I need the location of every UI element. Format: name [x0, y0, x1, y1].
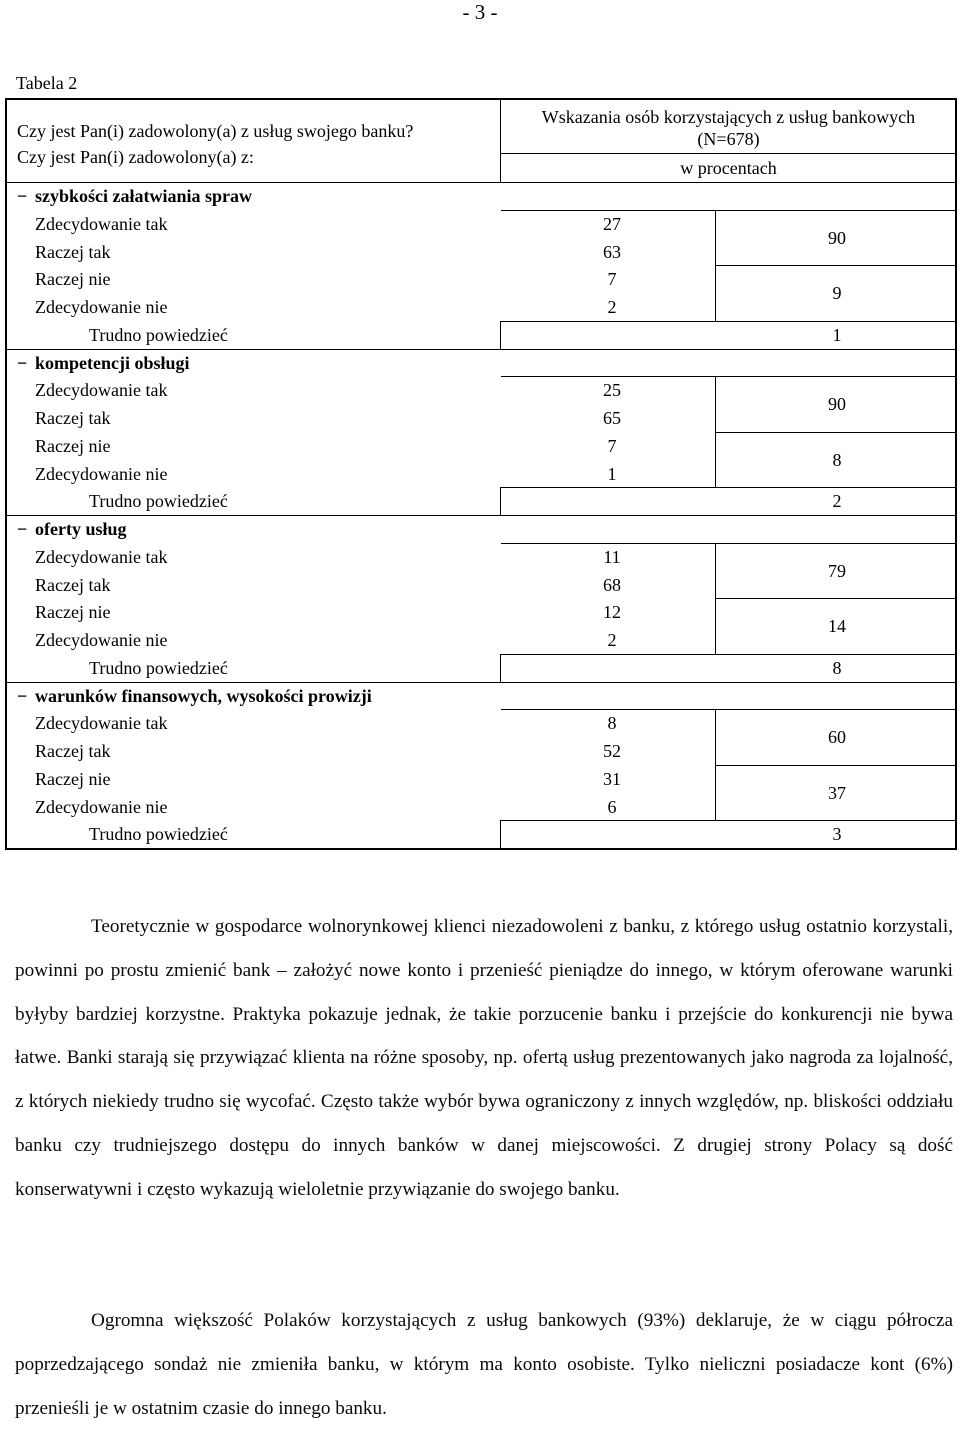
yes-total: 90	[828, 394, 846, 415]
answer-value: 27	[603, 213, 621, 234]
section-title-text: kompetencji obsługi	[35, 352, 190, 373]
dash-mark: −	[17, 352, 28, 373]
answer-label: Raczej tak	[35, 241, 111, 262]
answer-label: Raczej tak	[35, 574, 111, 595]
group-vline	[715, 210, 716, 321]
answer-value: 8	[607, 713, 617, 734]
results-table	[5, 98, 957, 850]
answer-value: 12	[603, 602, 621, 623]
dash-mark: −	[17, 186, 28, 206]
group-vline	[715, 709, 716, 820]
hard-to-say-value: 8	[832, 657, 842, 678]
dash-mark: −	[17, 519, 28, 539]
answer-label: Raczej tak	[35, 741, 111, 761]
column-header	[501, 100, 956, 154]
group-divider	[715, 265, 955, 266]
group-divider	[715, 765, 955, 766]
answer-value: 7	[607, 435, 617, 456]
hard-to-say-label: Trudno powiedzieć	[89, 824, 228, 845]
answer-label: Zdecydowanie tak	[35, 380, 168, 401]
section-title-text: szybkości załatwiania spraw	[35, 186, 253, 206]
answer-label: Zdecydowanie nie	[35, 463, 168, 484]
table-caption: Tabela 2	[16, 73, 78, 93]
section-title	[17, 182, 252, 210]
no-total: 9	[832, 283, 842, 304]
group-vline	[715, 543, 716, 654]
hard-to-say-vline	[500, 487, 501, 515]
paragraph-1-text: Teoretycznie w gospodarce wolnorynkowej klienci niezadowoleni z banku, z którego usług ostatnio korzystali, powinni po prostu zmienić bank – założyć nowe konto i przenieść pieniądze do innego, w którym oferowane warunki byłyby bardziej korzystne. Praktyka pokazuje jednak, że takie porzucenie banku i przejście do konkurencji nie bywa łatwe. Banki starają się przywiązać klienta na różne sposoby, np. ofertą usług prezentowanych jako nagroda za lojalność, z których niekiedy trudno się wycofać. Często także wybór bywa ograniczony z innych względów, np. bliskości oddziału banku czy trudniejszego dostępu do innych banków w danej miejscowości. Z drugiej strony Polacy są dość konserwatywni i często wykazują wieloletnie przywiązanie do swojego banku.	[15, 916, 953, 1200]
hard-to-say-label: Trudno powiedzieć	[89, 657, 228, 678]
answer-value: 52	[603, 741, 621, 761]
hard-to-say-value: 1	[832, 324, 842, 345]
group-top	[501, 543, 955, 544]
answer-value: 11	[603, 546, 621, 567]
yes-total: 79	[828, 560, 846, 581]
group-top	[501, 376, 955, 377]
answer-label: Raczej nie	[35, 435, 111, 456]
section-title	[17, 515, 127, 543]
answer-value: 25	[603, 380, 621, 401]
answer-label: Zdecydowanie tak	[35, 546, 168, 567]
answer-value: 63	[603, 241, 621, 262]
question-line-1: Czy jest Pan(i) zadowolony(a) z usług swojego banku?	[17, 121, 414, 141]
answer-value: 1	[607, 463, 617, 484]
section-title-text: oferty usług	[35, 519, 127, 539]
hard-to-say-vline	[500, 820, 501, 848]
section-title	[17, 349, 190, 377]
paragraph-1	[15, 905, 953, 1212]
answer-value: 7	[607, 269, 617, 290]
answer-label: Raczej tak	[35, 408, 111, 428]
paragraph-2-text: Ogromna większość Polaków korzystających z usług bankowych (93%) deklaruje, że w ciągu półrocza poprzedzającego sondaż nie zmieniła banku, w którym ma konto osobiste. Tylko nieliczni posiadacze kont (6%) przenieśli je w ostatnim czasie do innego banku.	[15, 1310, 953, 1419]
yes-total: 90	[828, 227, 846, 248]
section-title	[17, 682, 372, 710]
group-divider	[715, 598, 955, 599]
answer-label: Zdecydowanie nie	[35, 297, 168, 317]
answer-value: 2	[607, 297, 617, 317]
hard-to-say-label: Trudno powiedzieć	[89, 324, 228, 345]
unit-label: w procentach	[501, 154, 956, 183]
no-total: 37	[828, 782, 846, 803]
answer-value: 65	[603, 408, 621, 428]
hard-to-say-label: Trudno powiedzieć	[89, 491, 228, 512]
hard-to-say-vline	[500, 654, 501, 682]
hard-to-say-vline	[500, 321, 501, 349]
question-header	[17, 118, 413, 170]
no-total: 14	[828, 616, 846, 637]
question-line-2: Czy jest Pan(i) zadowolony(a) z:	[17, 147, 254, 167]
answer-value: 31	[603, 768, 621, 789]
answer-label: Raczej nie	[35, 269, 111, 290]
answer-label: Zdecydowanie nie	[35, 796, 168, 817]
no-total: 8	[832, 449, 842, 470]
group-top	[501, 210, 955, 211]
answer-value: 68	[603, 574, 621, 595]
answer-label: Raczej nie	[35, 602, 111, 623]
answer-value: 6	[607, 796, 617, 817]
answer-label: Raczej nie	[35, 768, 111, 789]
hard-to-say-value: 2	[832, 491, 842, 512]
column-header-line-2: (N=678)	[697, 129, 760, 149]
paragraph-2	[15, 1299, 953, 1430]
hard-to-say-value: 3	[832, 824, 842, 845]
dash-mark: −	[17, 685, 28, 706]
section-divider	[7, 515, 955, 516]
yes-total: 60	[828, 727, 846, 748]
answer-label: Zdecydowanie tak	[35, 713, 168, 734]
group-top	[501, 709, 955, 710]
answer-value: 2	[607, 630, 617, 650]
column-header-line-1: Wskazania osób korzystających z usług bankowych	[541, 107, 916, 127]
answer-label: Zdecydowanie nie	[35, 630, 168, 650]
group-vline	[715, 376, 716, 487]
section-title-text: warunków finansowych, wysokości prowizji	[35, 685, 372, 706]
group-divider	[715, 432, 955, 433]
answer-label: Zdecydowanie tak	[35, 213, 168, 234]
page-number: - 3 -	[462, 0, 498, 24]
